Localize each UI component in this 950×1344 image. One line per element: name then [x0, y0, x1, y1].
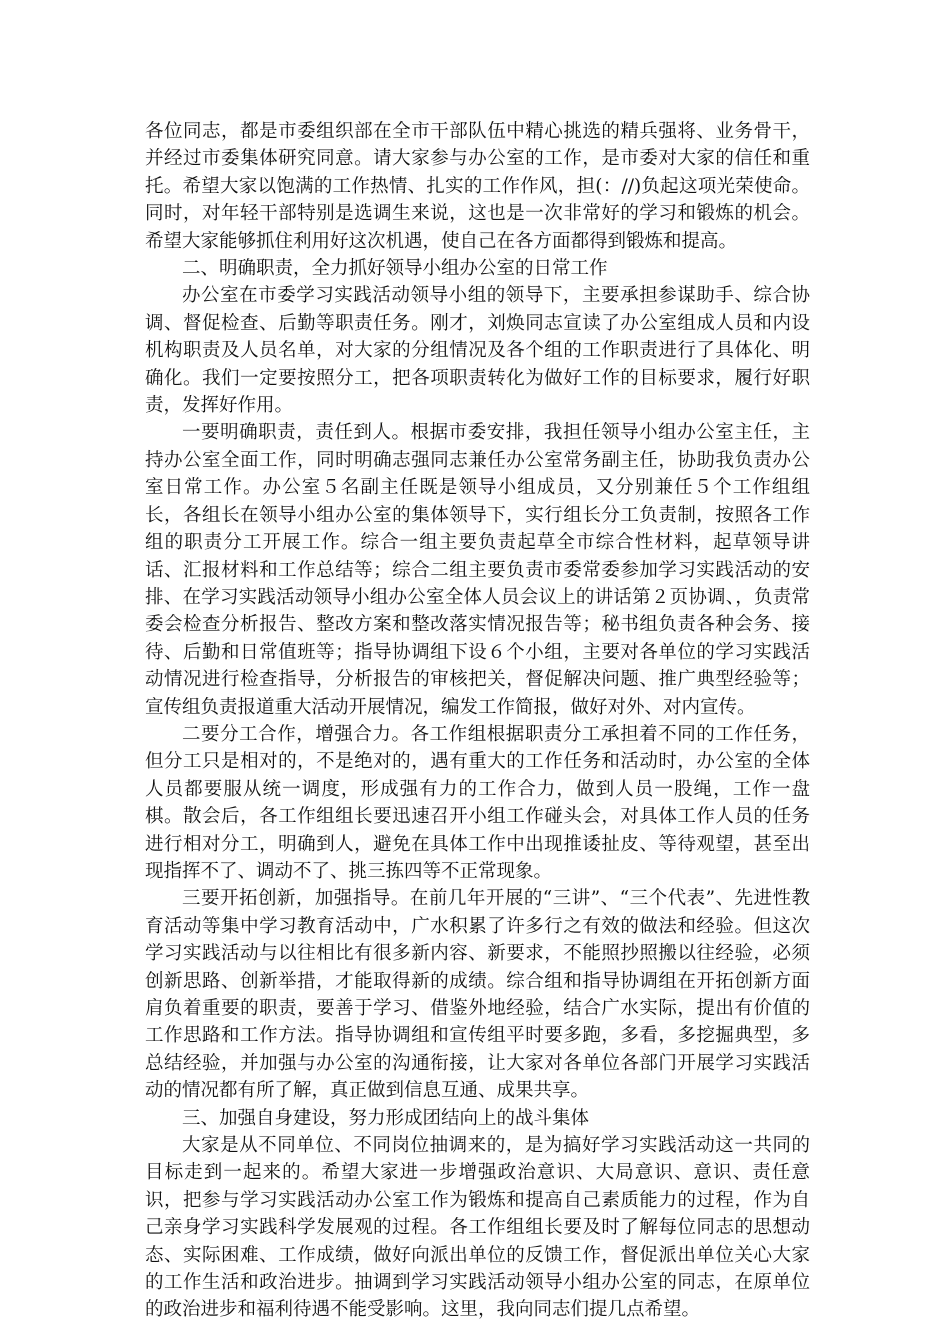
- paragraph-division-cooperation: 二要分工合作，增强合力。各工作组根据职责分工承担着不同的工作任务，但分工只是相对的，不是绝对的，遇有重大的工作任务和活动时，办公室的全体人员都要服从统一调度，形成强有力的工作合力，做到人员一股绳，工作一盘棋。散会后，各工作组组长要迅速召开小组工作碰头会，对具体工作人员的任务进行相对分工，明确到人，避免在具体工作中出现推诿扯皮、等待观望，甚至出现指挥不了、调动不了、挑三拣四等不正常现象。: [145, 723, 810, 882]
- paragraph-office-duties: 办公室在市委学习实践活动领导小组的领导下，主要承担参谋助手、综合协调、督促检查、后勤等职责任务。刚才，刘焕同志宣读了办公室组成人员和内设机构职责及人员名单，对大家的分组情况及各个组的工作职责进行了具体化、明确化。我们一定要按照分工，把各项职责转化为做好工作的目标要求，履行好职责，发挥好作用。: [145, 285, 810, 417]
- section-heading-3: 三、加强自身建设，努力形成团结向上的战斗集体: [182, 1107, 590, 1129]
- section-heading-2: 二、明确职责，全力抓好领导小组办公室的日常工作: [182, 258, 608, 280]
- paragraph-opening: 各位同志，都是市委组织部在全市干部队伍中精心挑选的精兵强将、业务骨干，并经过市委集体研究同意。请大家参与办公室的工作，是市委对大家的信任和重托。希望大家以饱满的工作热情、扎实的工作作风，担(：//)负起这项光荣使命。同时，对年轻干部特别是选调生来说，这也是一次非常好的学习和锻炼的机会。希望大家能够抓住利用好这次机遇，使自己在各方面都得到锻炼和提高。: [145, 121, 810, 252]
- document-body: [145, 118, 810, 1324]
- paragraph-innovation-guidance: 三要开拓创新，加强指导。在前几年开展的“三讲”、“三个代表”、先进性教育活动等集中学习教育活动中，广水积累了许多行之有效的做法和经验。但这次学习实践活动与以往相比有很多新内容、新要求，不能照抄照搬以往经验，必须创新思路、创新举措，才能取得新的成绩。综合组和指导协调组在开拓创新方面肩负着重要的职责，要善于学习、借鉴外地经验，结合广水实际，提出有价值的工作思路和工作方法。指导协调组和宣传组平时要多跑，多看，多挖掘典型，多总结经验，并加强与办公室的沟通衔接，让大家对各单位各部门开展学习实践活动的情况都有所了解，真正做到信息互通、成果共享。: [145, 888, 810, 1102]
- paragraph-clarify-responsibilities: 一要明确职责，责任到人。根据市委安排，我担任领导小组办公室主任，主持办公室全面工作，同时明确志强同志兼任办公室常务副主任，协助我负责办公室日常工作。办公室５名副主任既是领导小组成员，又分别兼任５个工作组组长，各组长在领导小组办公室的集体领导下，实行组长分工负责制，按照各工作组的职责分工开展工作。综合一组主要负责起草全市综合性材料，起草领导讲话、汇报材料和工作总结等；综合二组主要负责市委常委参加学习实践活动的安排、在学习实践活动领导小组办公室全体人员会议上的讲话第２页协调、，负责常委会检查分析报告、整改方案和整改落实情况报告等；秘书组负责各种会务、接待、后勤和日常值班等；指导协调组下设６个小组，主要对各单位的学习实践活动情况进行检查指导，分析报告的审核把关，督促解决问题、推广典型经验等；宣传组负责报道重大活动开展情况，编发工作简报，做好对外、对内宣传。: [145, 422, 810, 718]
- paragraph-self-building: 大家是从不同单位、不同岗位抽调来的，是为搞好学习实践活动这一共同的目标走到一起来的。希望大家进一步增强政治意识、大局意识、意识、责任意识，把参与学习实践活动办公室工作为锻炼和提高自己素质能力的过程，作为自己亲身学习实践科学发展观的过程。各工作组组长要及时了解每位同志的思想动态、实际困难、工作成绩，做好向派出单位的反馈工作，督促派出单位关心大家的工作生活和政治进步。抽调到学习实践活动领导小组办公室的同志，在原单位的政治进步和福利待遇不能受影响。这里，我向同志们提几点希望。: [145, 1135, 810, 1321]
